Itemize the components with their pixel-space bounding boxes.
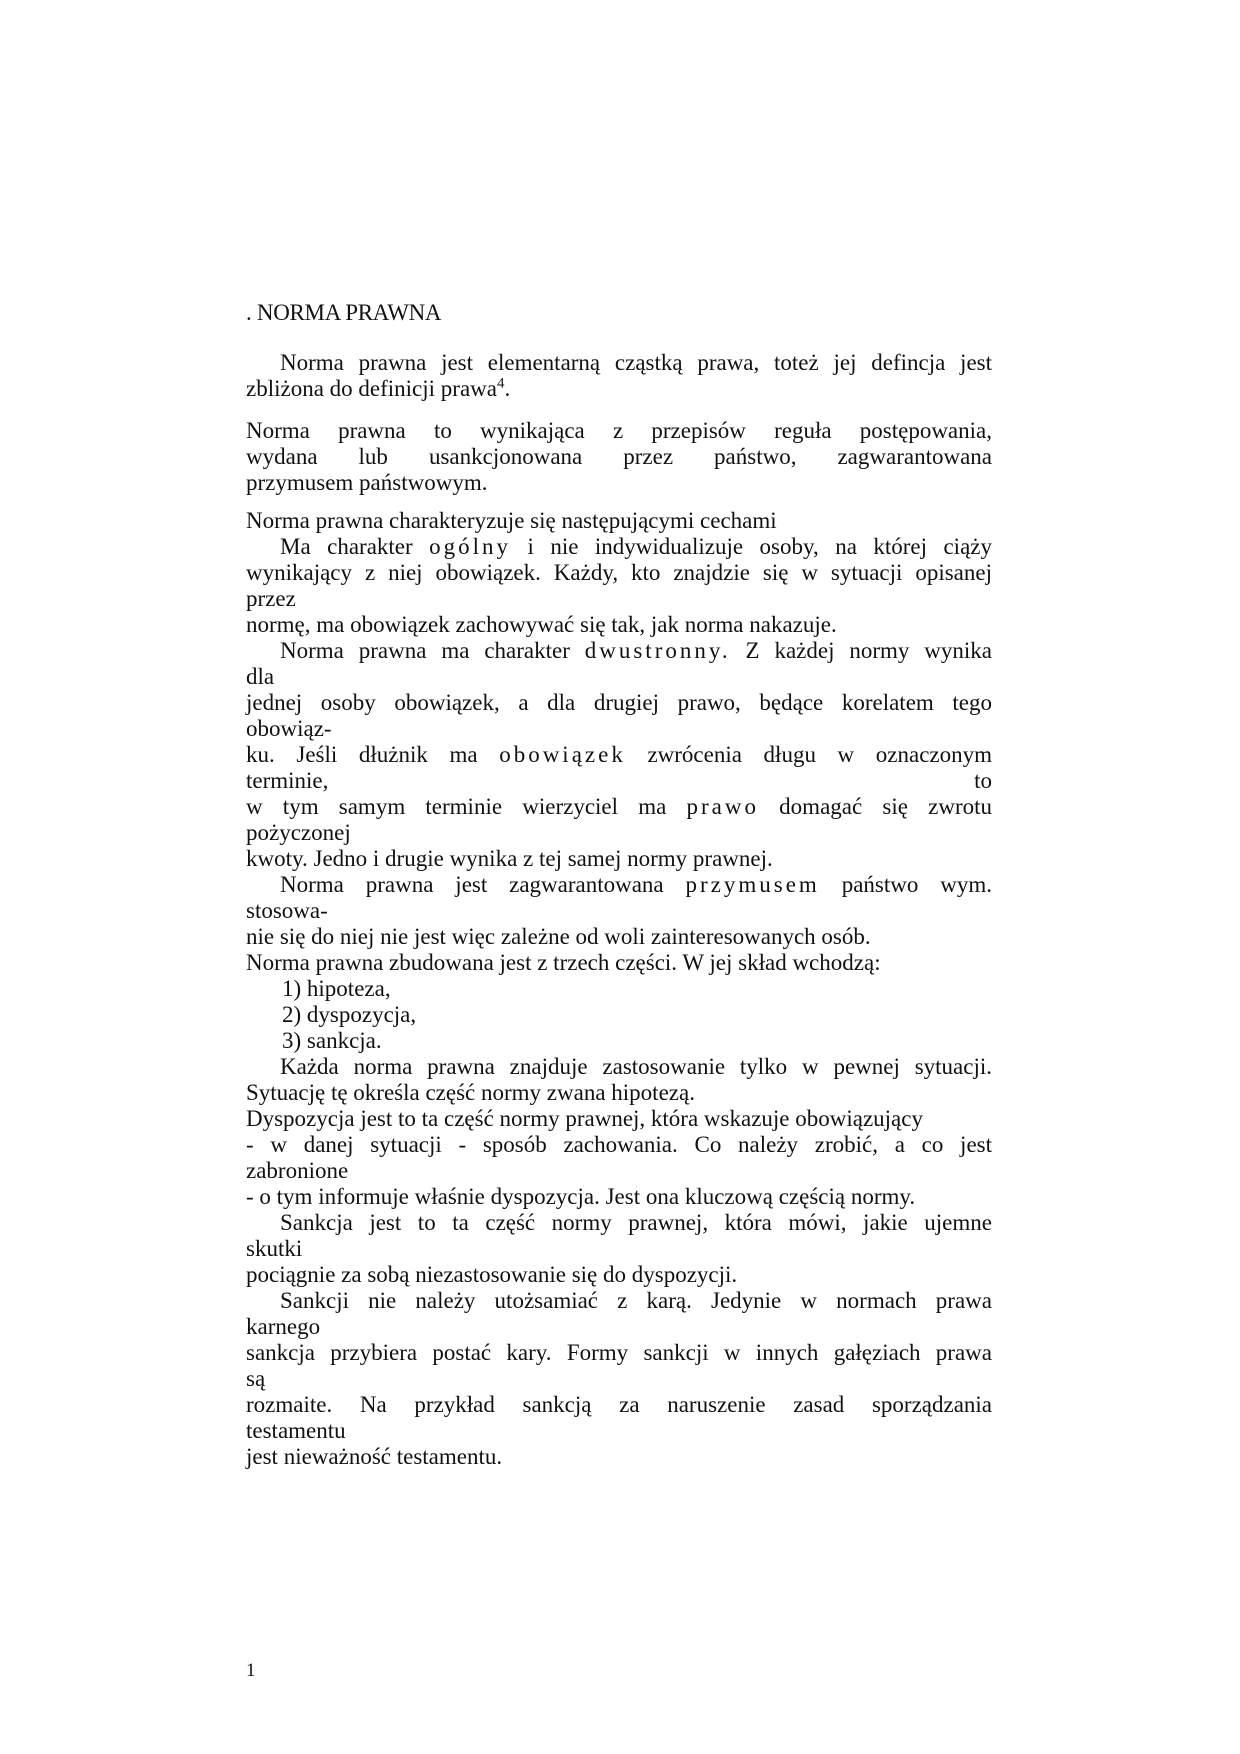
text-line: kwoty. Jedno i drugie wynika z tej samej normy prawnej. xyxy=(246,846,773,871)
text-line: są xyxy=(246,1366,266,1391)
text-line xyxy=(246,376,992,402)
text-span: ku. Jeśli dłużnik ma xyxy=(246,742,500,767)
paragraph-structure xyxy=(246,950,992,1054)
text-span: zbliżona do definicji prawa xyxy=(246,376,497,401)
text-line: jednej osoby obowiązek, a dla drugiej prawo, będące korelatem tego xyxy=(246,690,992,715)
text-line: testamentu xyxy=(246,1418,346,1443)
text-span: i nie indywidualizuje osoby, na której ciąży xyxy=(511,534,992,559)
text-line: Sankcji nie należy utożsamiać z karą. Jedynie w normach prawa xyxy=(280,1288,992,1313)
text-line: Norma prawna jest elementarną cząstką prawa, toteż jej defincja jest xyxy=(280,350,992,375)
text-span: w tym samym terminie wierzyciel ma xyxy=(246,794,687,819)
text-line: dla xyxy=(246,664,275,689)
paragraph-disposition xyxy=(246,1106,992,1210)
section-heading: . NORMA PRAWNA xyxy=(246,300,442,325)
text-line xyxy=(246,794,992,820)
text-line: obowiąz- xyxy=(246,716,332,741)
text-span: Norma prawna ma charakter xyxy=(280,638,585,663)
text-span: Norma prawna jest zagwarantowana xyxy=(280,872,686,897)
paragraph-coercion xyxy=(246,872,992,950)
text-line: Norma prawna to wynikająca z przepisów reguła postępowania, xyxy=(246,418,992,443)
emphasis-text: obowiązek xyxy=(499,742,626,767)
text-line: pociągnie za sobą niezastosowanie się do dyspozycji. xyxy=(246,1262,738,1287)
text-span: zwrócenia długu w oznaczonym xyxy=(625,742,992,767)
text-line: sankcja przybiera postać kary. Formy sankcji w innych gałęziach prawa xyxy=(246,1340,992,1365)
paragraph-definition xyxy=(246,350,992,402)
text-line: przymusem państwowym. xyxy=(246,470,488,495)
text-line: Dyspozycja jest to ta część normy prawnej, która wskazuje obowiązujący xyxy=(246,1106,923,1131)
text-span: domagać się zwrotu xyxy=(758,794,992,819)
text-span: to xyxy=(974,768,992,793)
text-line: Sytuację tę określa część normy zwana hipotezą. xyxy=(246,1080,695,1105)
list-item: 2) dyspozycja, xyxy=(282,1002,417,1027)
list-item: 1) hipoteza, xyxy=(282,976,391,1001)
text-span: Ma charakter xyxy=(280,534,430,559)
text-line: przez xyxy=(246,586,296,611)
paragraph-sanction-vs-penalty xyxy=(246,1288,992,1470)
emphasis-text: prawo xyxy=(686,794,759,819)
paragraph-hypothesis xyxy=(246,1054,992,1106)
text-line: rozmaite. Na przykład sankcją za naruszenie zasad sporządzania xyxy=(246,1392,992,1417)
text-span: Z każdej normy wynika xyxy=(730,638,992,663)
text-line: skutki xyxy=(246,1236,303,1261)
paragraph-norm-definition xyxy=(246,418,992,496)
text-line xyxy=(246,534,992,560)
paragraph-features-intro xyxy=(246,508,992,534)
list-item: 3) sankcja. xyxy=(282,1028,382,1053)
text-line: jest nieważność testamentu. xyxy=(246,1444,503,1469)
emphasis-text: dwustronny. xyxy=(584,638,731,663)
text-span: . xyxy=(504,376,511,401)
page-number: 1 xyxy=(246,1660,256,1681)
text-line: nie się do niej nie jest więc zależne od woli zainteresowanych osób. xyxy=(246,924,871,949)
text-line: wynikający z niej obowiązek. Każdy, kto znajdzie się w sytuacji opisanej xyxy=(246,560,992,585)
text-line xyxy=(246,872,992,898)
text-line: Norma prawna zbudowana jest z trzech części. W jej skład wchodzą: xyxy=(246,950,881,975)
text-span: państwo wym. xyxy=(819,872,992,897)
text-line xyxy=(246,742,992,768)
text-line: Sankcja jest to ta część normy prawnej, która mówi, jakie ujemne xyxy=(280,1210,992,1235)
text-span: terminie, xyxy=(246,768,329,793)
text-line: zabronione xyxy=(246,1158,349,1183)
text-line: wydana lub usankcjonowana przez państwo, zagwarantowana xyxy=(246,444,992,469)
text-line xyxy=(246,768,992,794)
paragraph-bilateral-character xyxy=(246,638,992,872)
paragraph-sanction xyxy=(246,1210,992,1288)
text-line: normę, ma obowiązek zachowywać się tak, jak norma nakazuje. xyxy=(246,612,837,637)
text-line: pożyczonej xyxy=(246,820,351,845)
footnote-ref: 4 xyxy=(496,375,505,392)
paragraph-general-character xyxy=(246,534,992,638)
text-line: Każda norma prawna znajduje zastosowanie tylko w pewnej sytuacji. xyxy=(280,1054,992,1079)
text-line: - o tym informuje właśnie dyspozycja. Jest ona kluczową częścią normy. xyxy=(246,1184,916,1209)
text-line: karnego xyxy=(246,1314,321,1339)
text-line: stosowa- xyxy=(246,898,328,923)
text-line: Norma prawna charakteryzuje się następującymi cechami xyxy=(246,508,777,533)
emphasis-text: ogólny xyxy=(429,534,512,559)
emphasis-text: przymusem xyxy=(685,872,820,897)
text-line xyxy=(246,638,992,664)
text-line: - w danej sytuacji - sposób zachowania. Co należy zrobić, a co jest xyxy=(246,1132,992,1157)
